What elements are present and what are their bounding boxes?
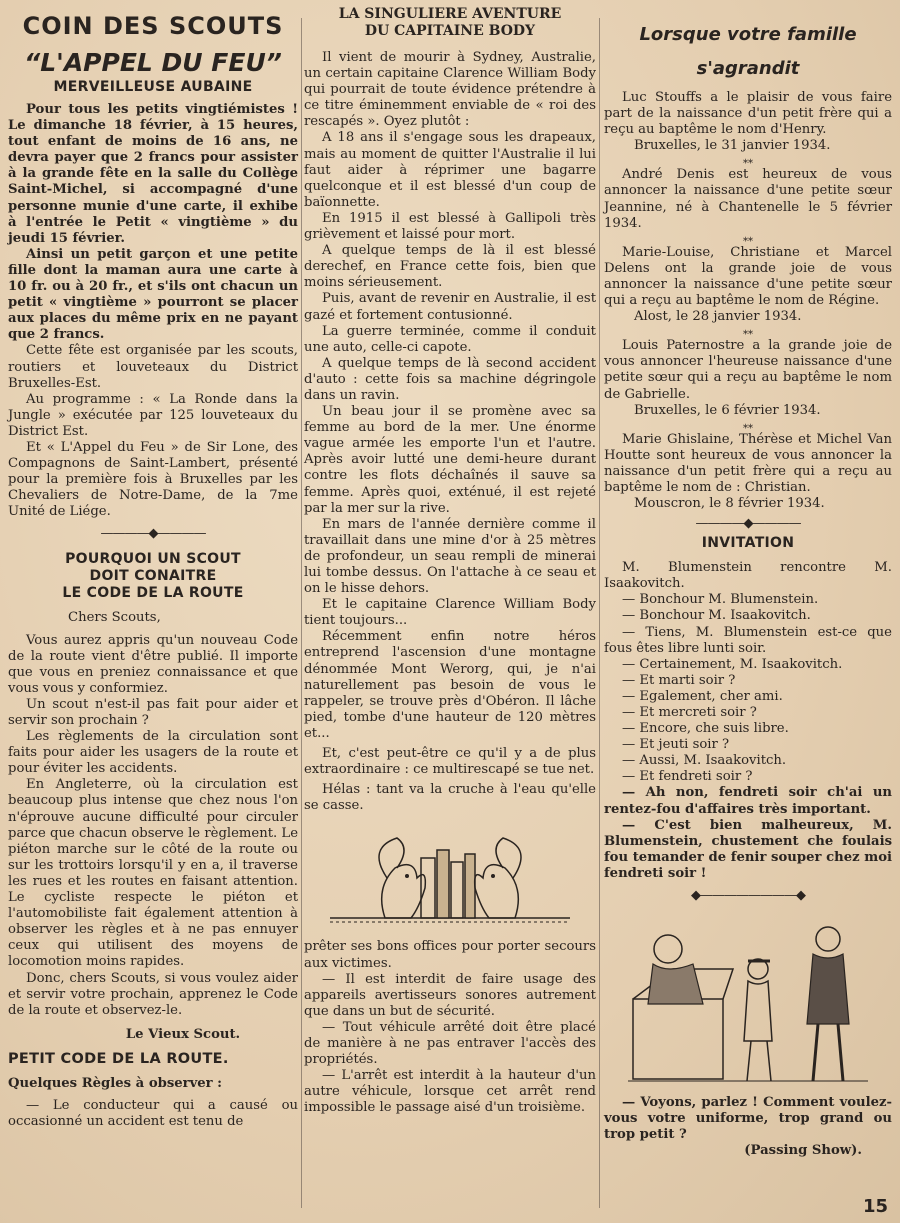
- paragraph: Les règlements de la circulation sont faits pour aider les usagers de la route et pour éviter les accidents.: [8, 729, 298, 777]
- paragraph: Au programme : « La Ronde dans la Jungle » exécutée par 125 louveteaux du District Est.: [8, 391, 298, 439]
- paragraph: Cette fête est organisée par les scouts, routiers et louveteaux du District Bruxelles-Est.: [8, 343, 298, 391]
- dialogue-line: — Ah non, fendreti soir ch'ai un rentez-fou d'affaires très important.: [604, 785, 892, 817]
- cartoon-illustration: [623, 909, 873, 1089]
- paragraph: Et le capitaine Clarence William Body tient toujours...: [304, 597, 596, 629]
- article-title: “L'APPEL DU FEU”: [24, 48, 282, 77]
- birth-announcement: André Denis est heureux de vous annoncer la naissance d'une petite sœur Jeannine, né à Chantenelle le 5 février 1934.: [604, 167, 892, 231]
- dialogue-line: M. Blumenstein rencontre M. Isaakovitch.: [604, 560, 892, 592]
- paragraph: Donc, chers Scouts, si vous voulez aider et servir votre prochain, apprenez le Code de la route et observez-le.: [8, 970, 298, 1018]
- column-capitaine: [304, 6, 596, 1116]
- paragraph: En mars de l'année dernière comme il travaillait dans une mine d'or à 25 mètres de profondeur, un seau rempli de minerai lui tombe dessus. On l'attache à ce seau et on le hisse dehors.: [304, 516, 596, 597]
- dialogue-line: — Aussi, M. Isaakovitch.: [622, 753, 787, 769]
- paragraph: Puis, avant de revenir en Australie, il est gazé et fortement contusionné.: [304, 291, 596, 323]
- dialogue-line: — Et mercreti soir ?: [622, 705, 757, 720]
- ornament-divider: ————◆————: [100, 526, 206, 542]
- stars-divider: ⁎⁎: [743, 232, 753, 244]
- paragraph: En 1915 il est blessé à Gallipoli très grièvement et laissé pour mort.: [304, 210, 596, 243]
- dialogue-line: — Et fendreti soir ?: [622, 769, 753, 785]
- paragraph: Un scout n'est-il pas fait pour aider et servir son prochain ?: [8, 696, 298, 728]
- paragraph: Vous aurez appris qu'un nouveau Code de la route vient d'être publié. Il importe que vous en preniez connaissance et que vous vous y conformiez.: [8, 632, 298, 696]
- article-title: INVITATION: [701, 535, 795, 552]
- dialogue-line: — Bonchour M. Blumenstein.: [622, 592, 819, 608]
- paragraph: Et « L'Appel du Feu » de Sir Lone, des Compagnons de Saint-Lambert, présenté pour la première fois à Bruxelles par les Chevaliers de Notre-Dame, de la 7me Unité de Liége.: [8, 439, 298, 520]
- cartoon-caption: — Voyons, parlez ! Comment voulez-vous votre uniforme, trop grand ou trop petit ?: [604, 1095, 892, 1143]
- subheading: Quelques Règles à observer :: [8, 1075, 223, 1091]
- birth-announcement: Louis Paternostre a la grande joie de vous annoncer l'heureuse naissance d'une petite sœur qui a reçu au baptême le nom de Gabrielle.: [604, 338, 892, 402]
- dialogue-line: — C'est bien malheureux, M. Blumenstein, chustement che foulais fou temander de fenir souper chez moi fendreti soir !: [604, 817, 892, 881]
- ornament-divider: ◆————————◆: [691, 888, 805, 904]
- dialogue-line: — Et marti soir ?: [622, 672, 736, 688]
- paragraph: Et, c'est peut-être ce qu'il y a de plus extraordinaire : ce multirescapé se tue net.: [304, 746, 596, 778]
- squirrel-bookends-illustration: [325, 828, 575, 933]
- section-header: COIN DES SCOUTS: [22, 12, 284, 40]
- birth-date: Mouscron, le 8 février 1934.: [634, 496, 825, 512]
- paragraph: En Angleterre, où la circulation est beaucoup plus intense que chez nous l'on n'éprouve aucune difficulté pour circuler parce que chacun observe le règlement. Le piéton marche sur le côté de la route ou sur les trottoirs lorsqu'il y en a, il traverse les rues et les routes en faisant attention. Le cycliste respecte le piéton et l'automobiliste fait également attention à observer les règles et à ne pas ennuyer ceux qui utilisent des moyens de locomotion moins rapides.: [8, 777, 298, 970]
- article-title: POURQUOI UN SCOUT DOIT CONAITRE LE CODE DE LA ROUTE: [62, 551, 244, 602]
- article-title: LA SINGULIERE AVENTURE DU CAPITAINE BODY: [338, 6, 562, 39]
- paragraph: Ainsi un petit garçon et une petite fille dont la maman aura une carte à 10 fr. ou à 20 fr., et s'ils ont chacun un petit « vingtième » pourront se placer aux places du même prix en ne payant que 2 francs.: [8, 246, 298, 343]
- paragraph: La guerre terminée, comme il conduit une auto, celle-ci capote.: [304, 323, 596, 355]
- article-title: Lorsque votre famille s'agrandit: [639, 24, 857, 79]
- paragraph: A 18 ans il s'engage sous les drapeaux, mais au moment de quitter l'Australie il lui faut aider à réprimer une bagarre quelconque et il est blessé d'un coup de baïonnette.: [304, 130, 596, 210]
- paragraph: A quelque temps de là second accident d'auto : cette fois sa machine dégringole dans un ravin.: [304, 355, 596, 403]
- paragraph: A quelque temps de là il est blessé derechef, en France cette fois, bien que moins sérieusement.: [304, 243, 596, 291]
- paragraph: Hélas : tant va la cruche à l'eau qu'elle se casse.: [304, 782, 596, 814]
- dialogue-line: — Tiens, M. Blumenstein est-ce que fous êtes libre lunti soir.: [604, 624, 892, 656]
- paragraph: Récemment enfin notre héros entreprend l'ascension d'une montagne dénommée Mont Werorg, qui, je n'ai naturellement pas besoin de vous le rappeler, se trouve près d'Obéron. Il lâche pied, tombe d'une hauteur de 120 mètres et...: [304, 629, 596, 741]
- birth-announcement: Marie-Louise, Christiane et Marcel Delens ont la grande joie de vous annoncer la naissance d'une petite sœur qui a reçu au baptême le nom de Régine.: [604, 244, 892, 309]
- paragraph: Un beau jour il se promène avec sa femme au bord de la mer. Une énorme vague armée les emporte l'un et l'autre. Après avoir lutté une demi-heure durant contre les flots déchaînés il sauve sa femme. Après quoi, exténué, il est rejeté par la mer sur la rive.: [304, 404, 596, 516]
- birth-date: Bruxelles, le 6 février 1934.: [634, 402, 821, 418]
- dialogue-line: — Encore, che suis libre.: [622, 721, 789, 737]
- column-divider: [301, 18, 302, 1208]
- paragraph: — L'arrêt est interdit à la hauteur d'un autre véhicule, lorsque cet arrêt rend impossible le passage aisé d'un troisième.: [304, 1068, 596, 1116]
- stars-divider: ⁎⁎: [743, 419, 753, 431]
- dialogue-line: — Bonchour M. Isaakovitch.: [622, 608, 811, 624]
- paragraph: Il vient de mourir à Sydney, Australie, un certain capitaine Clarence William Body qui pourrait de toute évidence prétendre à ce titre éminemment enviable de « roi des rescapés ». Oyez plutôt :: [304, 50, 596, 130]
- paragraph: — Il est interdit de faire usage des appareils avertisseurs sonores autrement que dans un but de sécurité.: [304, 971, 596, 1019]
- paragraph: — Le conducteur qui a causé ou occasionné un accident est tenu de: [8, 1097, 298, 1130]
- ornament-divider: ————◆————: [695, 516, 801, 532]
- paragraph: Pour tous les petits vingtiémistes ! Le dimanche 18 février, à 15 heures, tout enfant de moins de 16 ans, ne devra payer que 2 francs pour assister à la grande fête en la salle du Collège Saint-Michel, si accompagné d'une personne munie d'une carte, il exhibe à l'entrée le Petit « vingtième » du jeudi 15 février.: [8, 102, 298, 246]
- greeting: Chers Scouts,: [68, 610, 161, 626]
- page-number: 15: [862, 1196, 888, 1217]
- birth-date: Bruxelles, le 31 janvier 1934.: [634, 138, 831, 154]
- birth-announcement: Luc Stouffs a le plaisir de vous faire part de la naissance d'un petit frère qui a reçu au baptême le nom d'Henry.: [604, 90, 892, 138]
- cartoon-credit: (Passing Show).: [744, 1143, 862, 1159]
- birth-date: Alost, le 28 janvier 1934.: [634, 309, 802, 325]
- dialogue-line: — Certainement, M. Isaakovitch.: [622, 656, 843, 672]
- column-famille: [604, 10, 892, 1159]
- paragraph: — Tout véhicule arrêté doit être placé de manière à ne pas entraver l'accès des propriétés.: [304, 1019, 596, 1068]
- dialogue-line: — Egalement, cher ami.: [622, 688, 783, 704]
- stars-divider: ⁎⁎: [743, 326, 753, 338]
- stars-divider: ⁎⁎: [743, 155, 753, 167]
- column-divider: [599, 18, 600, 1208]
- dialogue-line: — Et jeuti soir ?: [622, 737, 730, 753]
- signature: Le Vieux Scout.: [125, 1026, 241, 1042]
- column-scouts: [8, 10, 298, 1130]
- article-title: PETIT CODE DE LA ROUTE.: [8, 1050, 229, 1067]
- article-subtitle: MERVEILLEUSE AUBAINE: [53, 79, 253, 95]
- birth-announcement: Marie Ghislaine, Thérèse et Michel Van Houtte sont heureux de vous annoncer la naissance d'un petit frère qui a reçu au baptême le nom de : Christian.: [604, 431, 892, 495]
- paragraph: prêter ses bons offices pour porter secours aux victimes.: [304, 939, 596, 971]
